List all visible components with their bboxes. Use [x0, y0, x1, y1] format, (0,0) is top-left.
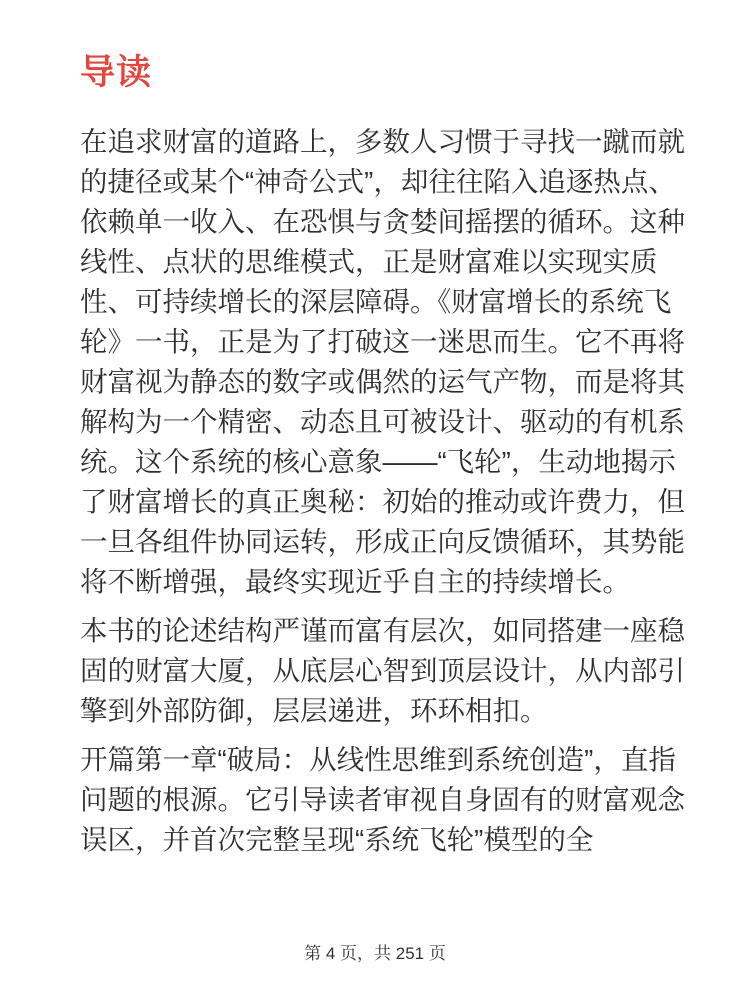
paragraph-1: 在追求财富的道路上，多数人习惯于寻找一蹴而就的捷径或某个“神奇公式”，却往往陷入追逐热点、依赖单一收入、在恐惧与贪婪间摇摆的循环。这种线性、点状的思维模式，正是财富难以实现实质性、可持续增长的深层障碍。《财富增长的系统飞轮》一书，正是为了打破这一迷思而生。它不再将财富视为静态的数字或偶然的运气产物，而是将其解构为一个精密、动态且可被设计、驱动的有机系统。这个系统的核心意象——“飞轮”，生动地揭示了财富增长的真正奥秘：初始的推动或许费力，但一旦各组件协同运转，形成正向反馈循环，其势能将不断增强，最终实现近乎自主的持续增长。 — [80, 126, 685, 597]
paragraph-3: 开篇第一章“破局：从线性思维到系统创造”，直指问题的根源。它引导读者审视自身固有的财富观念误区，并首次完整呈现“系统飞轮”模型的全 — [80, 744, 685, 855]
paragraph-2: 本书的论述结构严谨而富有层次，如同搭建一座稳固的财富大厦，从底层心智到顶层设计，从内部引擎到外部防御，层层递进，环环相扣。 — [80, 615, 685, 726]
page-number-indicator: 第 4 页，共 251 页 — [304, 944, 446, 963]
section-heading: 导读 — [80, 53, 153, 92]
page-content — [80, 55, 690, 869]
